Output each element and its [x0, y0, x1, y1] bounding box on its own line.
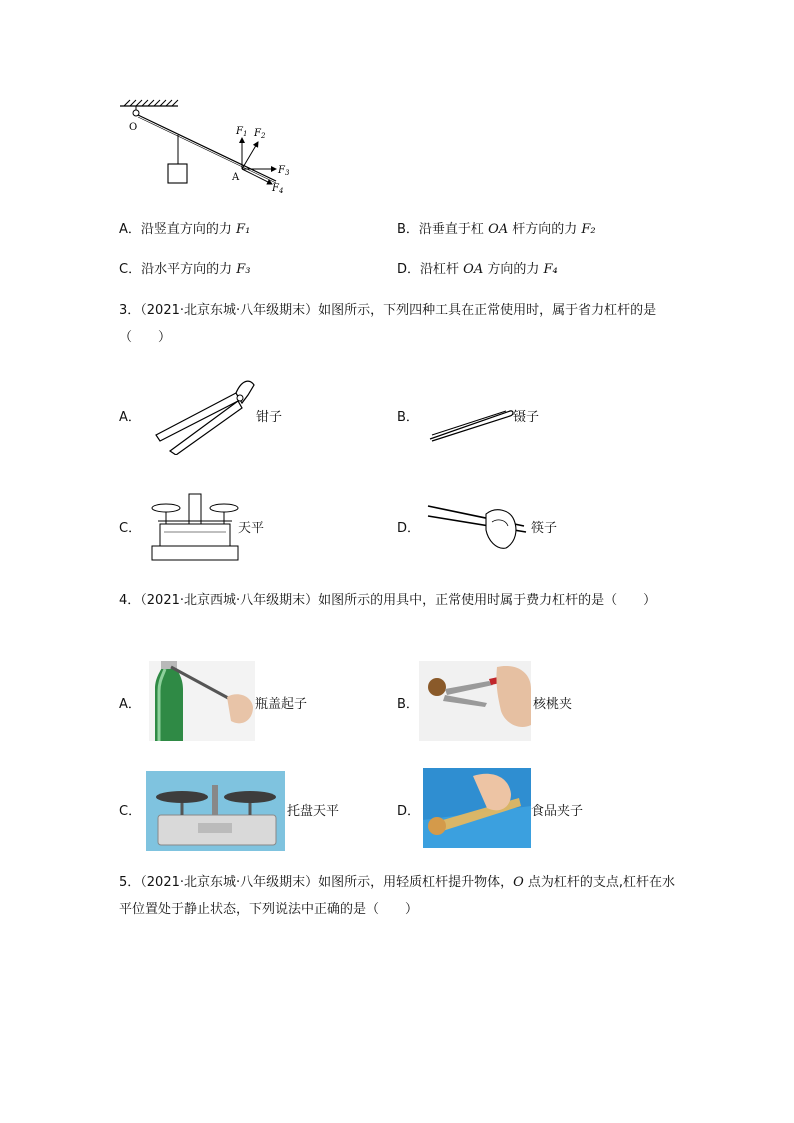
- svg-text:F2: $F_2$: [254, 128, 266, 140]
- q3-option-d-label: 筷子: [531, 521, 558, 536]
- q2-option-b[interactable]: B．沿垂直于杠 OA 杆方向的力 F₂: [397, 222, 596, 237]
- tray-balance-photo: [146, 771, 285, 851]
- svg-text:F4: $F_4$: [272, 183, 284, 193]
- pivot-label: O: [129, 122, 138, 133]
- tweezers-icon: [426, 403, 516, 443]
- q2-option-c[interactable]: C．沿水平方向的力 F₃: [119, 262, 251, 277]
- q4-option-d-letter[interactable]: D．: [397, 804, 421, 819]
- pliers-icon: [150, 373, 258, 455]
- balance-icon: [146, 488, 242, 564]
- q3-stem: 3．（2021·北京东城·八年级期末）如图所示，下列四种工具在正常使用时，属于省力杠杆的是（ ）: [119, 303, 657, 345]
- q4-stem: 4．（2021·北京西城·八年级期末）如图所示的用具中，正常使用时属于费力杠杆的是（ ）: [119, 593, 657, 608]
- q2-option-d[interactable]: D．沿杠杆 OA 方向的力 F₄: [397, 262, 558, 277]
- q4-option-c-letter[interactable]: C．: [119, 804, 142, 819]
- q4-option-a-letter[interactable]: A．: [119, 697, 141, 712]
- q3-option-a-letter[interactable]: A．: [119, 410, 141, 425]
- q4-option-b-letter[interactable]: B．: [397, 697, 419, 712]
- bottle-opener-photo: [149, 661, 255, 741]
- q3-option-b-letter[interactable]: B．: [397, 410, 419, 425]
- q3-option-b-label: 镊子: [513, 410, 540, 425]
- lever-diagram: [116, 98, 296, 193]
- nutcracker-photo: [419, 661, 531, 741]
- q3-option-a-label: 钳子: [256, 410, 283, 425]
- q4-option-d-label: 食品夹子: [531, 804, 584, 819]
- point-a-label: A: [232, 172, 240, 183]
- q3-option-c-letter[interactable]: C．: [119, 521, 142, 536]
- q3-option-c-label: 天平: [238, 521, 265, 536]
- q3-option-d-letter[interactable]: D．: [397, 521, 421, 536]
- q4-option-a-label: 瓶盖起子: [255, 697, 308, 712]
- q5-stem: 5．（2021·北京东城·八年级期末）如图所示，用轻质杠杆提升物体，O 点为杠杆的支点,杠杆在水平位置处于静止状态，下列说法中正确的是（ ）: [119, 875, 676, 917]
- q2-option-a[interactable]: A．沿竖直方向的力 F₁: [119, 222, 251, 237]
- chopsticks-icon: [426, 500, 530, 552]
- q4-option-b-label: 核桃夹: [533, 697, 573, 712]
- svg-text:F1: $F_1$: [236, 126, 248, 138]
- q4-option-c-label: 托盘天平: [287, 804, 340, 819]
- svg-text:F3: $F_3$: [278, 165, 290, 177]
- food-tongs-photo: [423, 768, 531, 848]
